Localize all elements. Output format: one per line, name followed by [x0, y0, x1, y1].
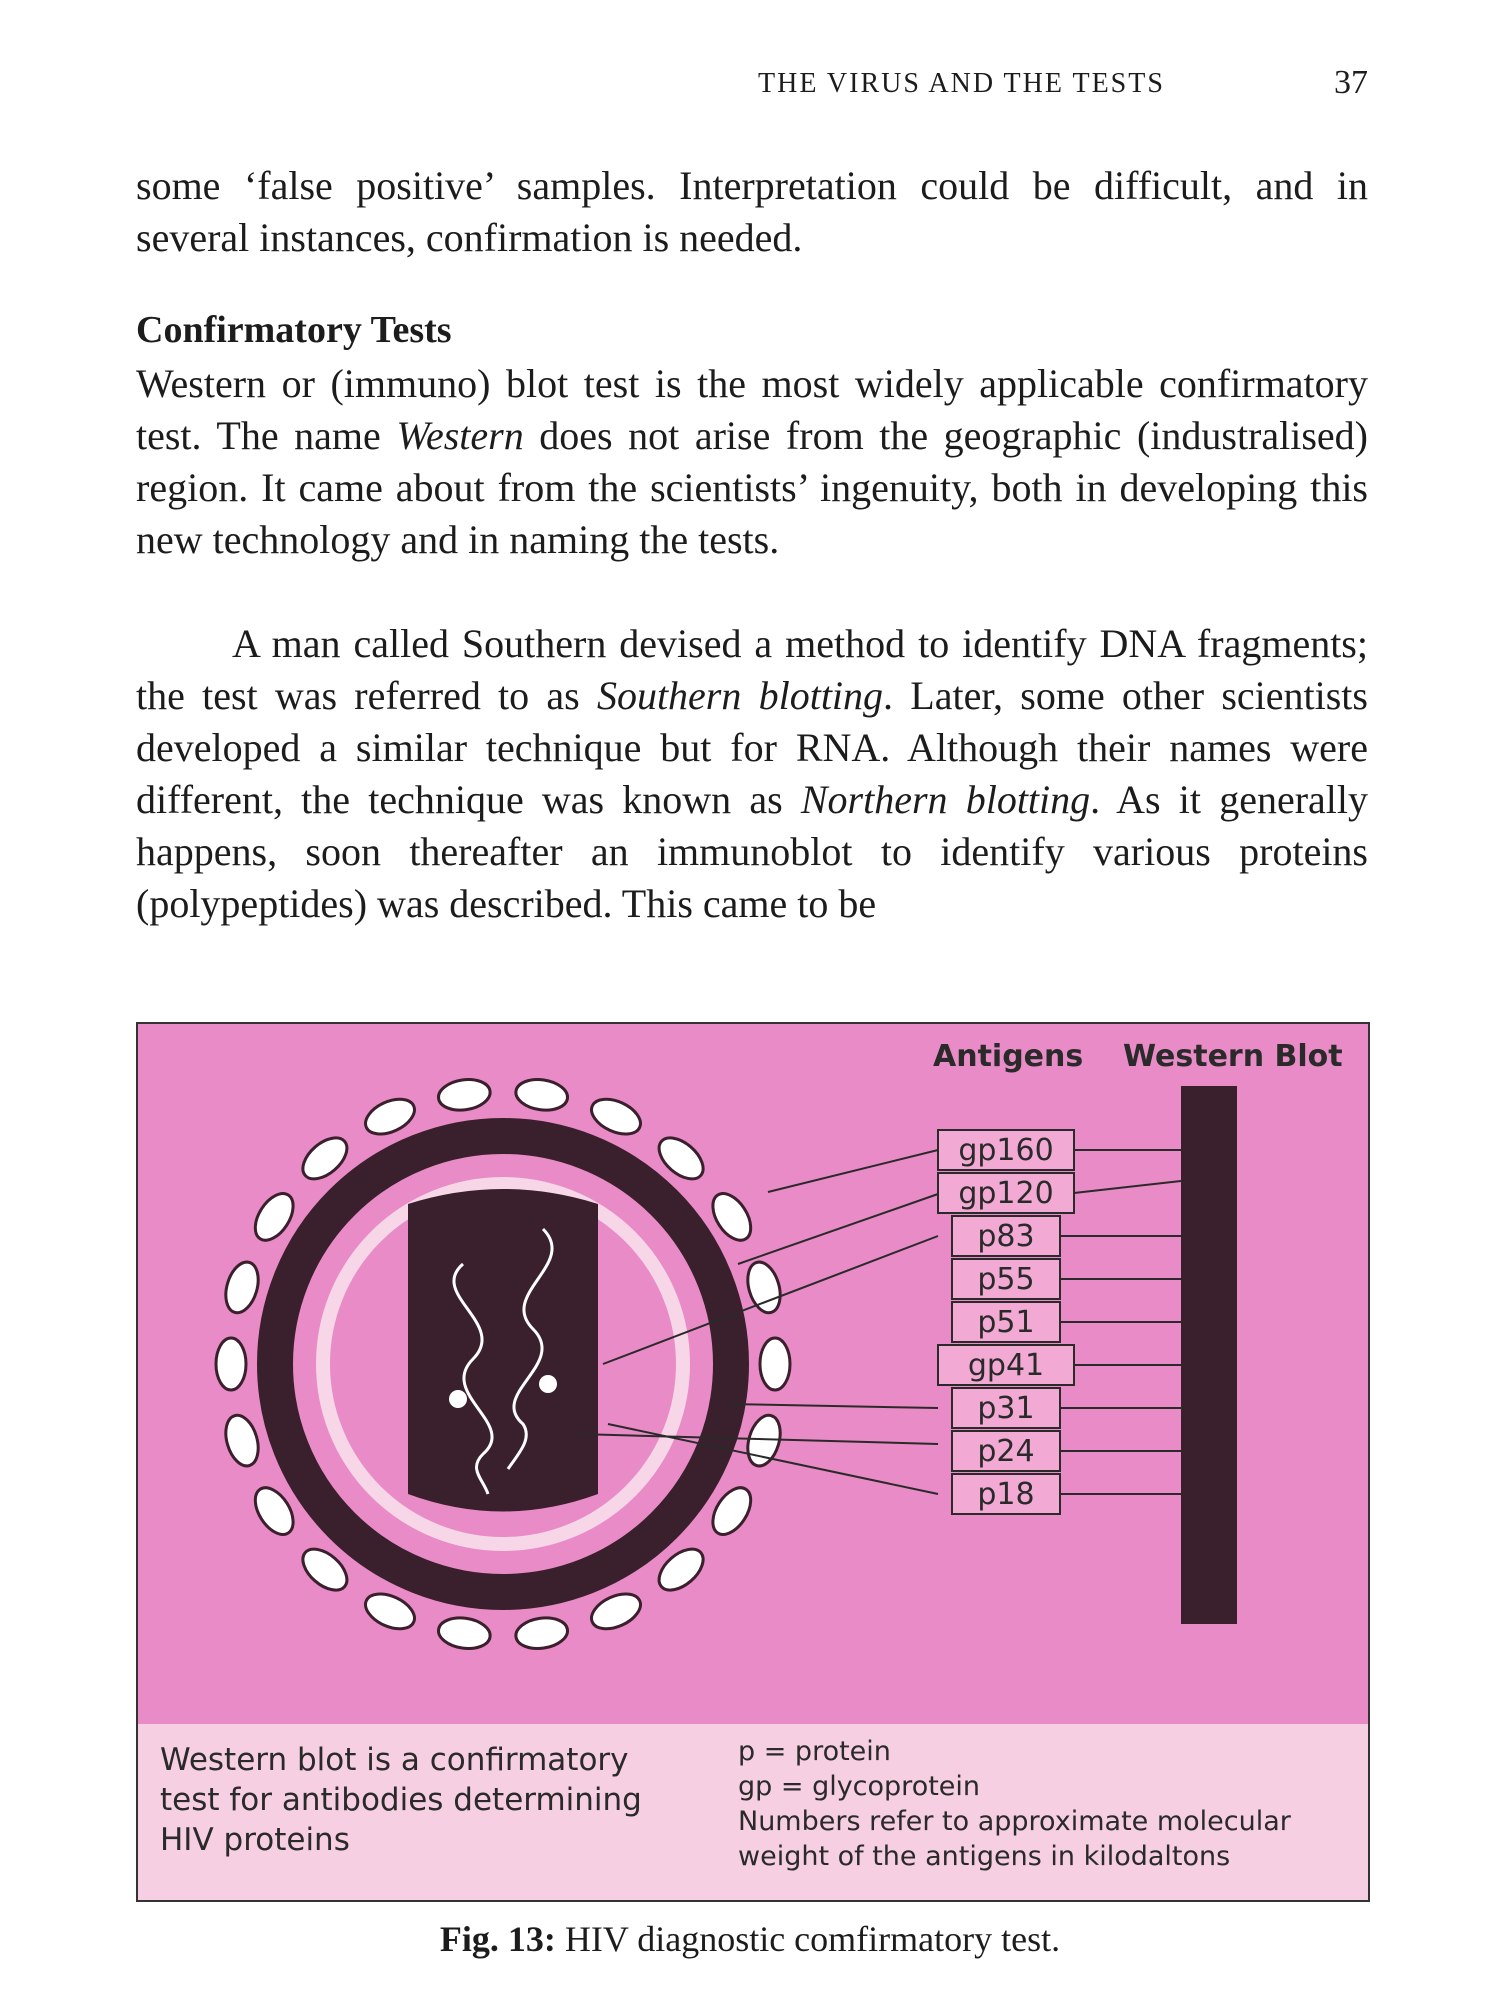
para1-italic-western: Western — [396, 413, 524, 458]
glycoprotein-knob — [216, 1338, 246, 1390]
western-blot-header: Western Blot — [1123, 1039, 1343, 1074]
glycoprotein-knob — [360, 1587, 420, 1636]
antigen-label: p55 — [977, 1262, 1035, 1297]
enzyme-dot-2 — [539, 1375, 557, 1393]
viral-core — [408, 1189, 598, 1512]
glycoprotein-knob — [514, 1615, 570, 1652]
paragraph-southern-northern — [136, 618, 1368, 930]
para1-text-b: does not arise from the geographic (industralised) region. It came about from the scientists’ ingenuity, both in developing this new technology and in naming the tests. — [136, 413, 1368, 562]
section-heading: Confirmatory Tests — [136, 309, 452, 351]
hiv-diagram — [138, 1024, 1370, 1724]
legend-note: Numbers refer to approximate molecular weight of the antigens in kilodaltons — [738, 1806, 1291, 1872]
para2-text-b: . Later, some other scientists developed a similar technique but for RNA. Although their names were different, the technique was known as — [136, 673, 1368, 822]
para2-text-a: A man called Southern devised a method to identify DNA fragments; the test was referred to as — [136, 621, 1368, 718]
intro-paragraph: some ‘false positive’ samples. Interpretation could be difficult, and in several instances, confirmation is needed. — [136, 163, 1368, 260]
antigen-row-gp41 — [938, 1345, 1181, 1385]
figure-caption — [0, 1918, 1500, 1960]
legend-glycoprotein: gp = glycoprotein — [738, 1771, 981, 1802]
antigen-row-gp120 — [938, 1173, 1181, 1213]
antigen-label: p18 — [977, 1477, 1035, 1512]
antigen-label: gp160 — [958, 1133, 1054, 1168]
antigen-row-p31 — [952, 1388, 1181, 1428]
glycoprotein-knob — [360, 1092, 420, 1141]
antigen-connector — [1074, 1181, 1181, 1193]
hiv-western-blot-figure — [136, 1022, 1370, 1902]
figure-caption-label: Fig. 13: — [439, 1919, 556, 1959]
antigen-label: gp120 — [958, 1176, 1054, 1211]
antigen-label: p24 — [977, 1434, 1035, 1469]
glycoprotein-knob — [586, 1587, 646, 1636]
western-blot-strip — [1181, 1086, 1237, 1624]
antigen-row-p24 — [952, 1431, 1181, 1471]
running-head — [620, 64, 1368, 108]
para2-italic-southern: Southern blotting — [596, 673, 884, 718]
antigen-list — [938, 1130, 1181, 1514]
glycoprotein-knob — [760, 1338, 790, 1390]
antigen-row-p51 — [952, 1302, 1181, 1342]
glycoprotein-knob — [220, 1411, 263, 1469]
glycoprotein-knob — [586, 1092, 646, 1141]
para2-italic-northern: Northern blotting — [800, 777, 1091, 822]
para1-text-a: Western or (immuno) blot test is the most widely applicable confirmatory test. The name — [136, 361, 1368, 458]
running-head-title: THE VIRUS AND THE TESTS — [758, 68, 1165, 99]
glycoprotein-knob — [220, 1258, 263, 1316]
enzyme-dot-1 — [449, 1390, 467, 1408]
antigen-label: p31 — [977, 1391, 1035, 1426]
antigen-row-gp160 — [938, 1130, 1181, 1170]
page-number: 37 — [1334, 64, 1368, 101]
figure-caption-text: HIV diagnostic comfirmatory test. — [555, 1919, 1061, 1959]
para2-text-c: . As it generally happens, soon thereafter an immunoblot to identify various proteins (polypeptides) was described. This came to be — [136, 777, 1369, 926]
antigen-label: p83 — [977, 1219, 1035, 1254]
figure-legend-box — [138, 1724, 1368, 1900]
glycoprotein-knob — [436, 1076, 492, 1113]
antigen-label: gp41 — [967, 1348, 1045, 1383]
glycoprotein-knob — [514, 1076, 570, 1113]
glycoprotein-knob — [436, 1615, 492, 1652]
legend-protein: p = protein — [738, 1736, 891, 1767]
antigen-label: p51 — [977, 1305, 1035, 1340]
antigen-row-p55 — [952, 1259, 1181, 1299]
paragraph-western-blot — [136, 358, 1368, 566]
figure-description: Western blot is a confirmatory test for antibodies determining HIV proteins — [160, 1742, 642, 1858]
figure-legend — [738, 1734, 1358, 1874]
antigen-row-p83 — [952, 1216, 1181, 1256]
antigens-header: Antigens — [933, 1039, 1084, 1074]
antigen-row-p18 — [952, 1474, 1181, 1514]
